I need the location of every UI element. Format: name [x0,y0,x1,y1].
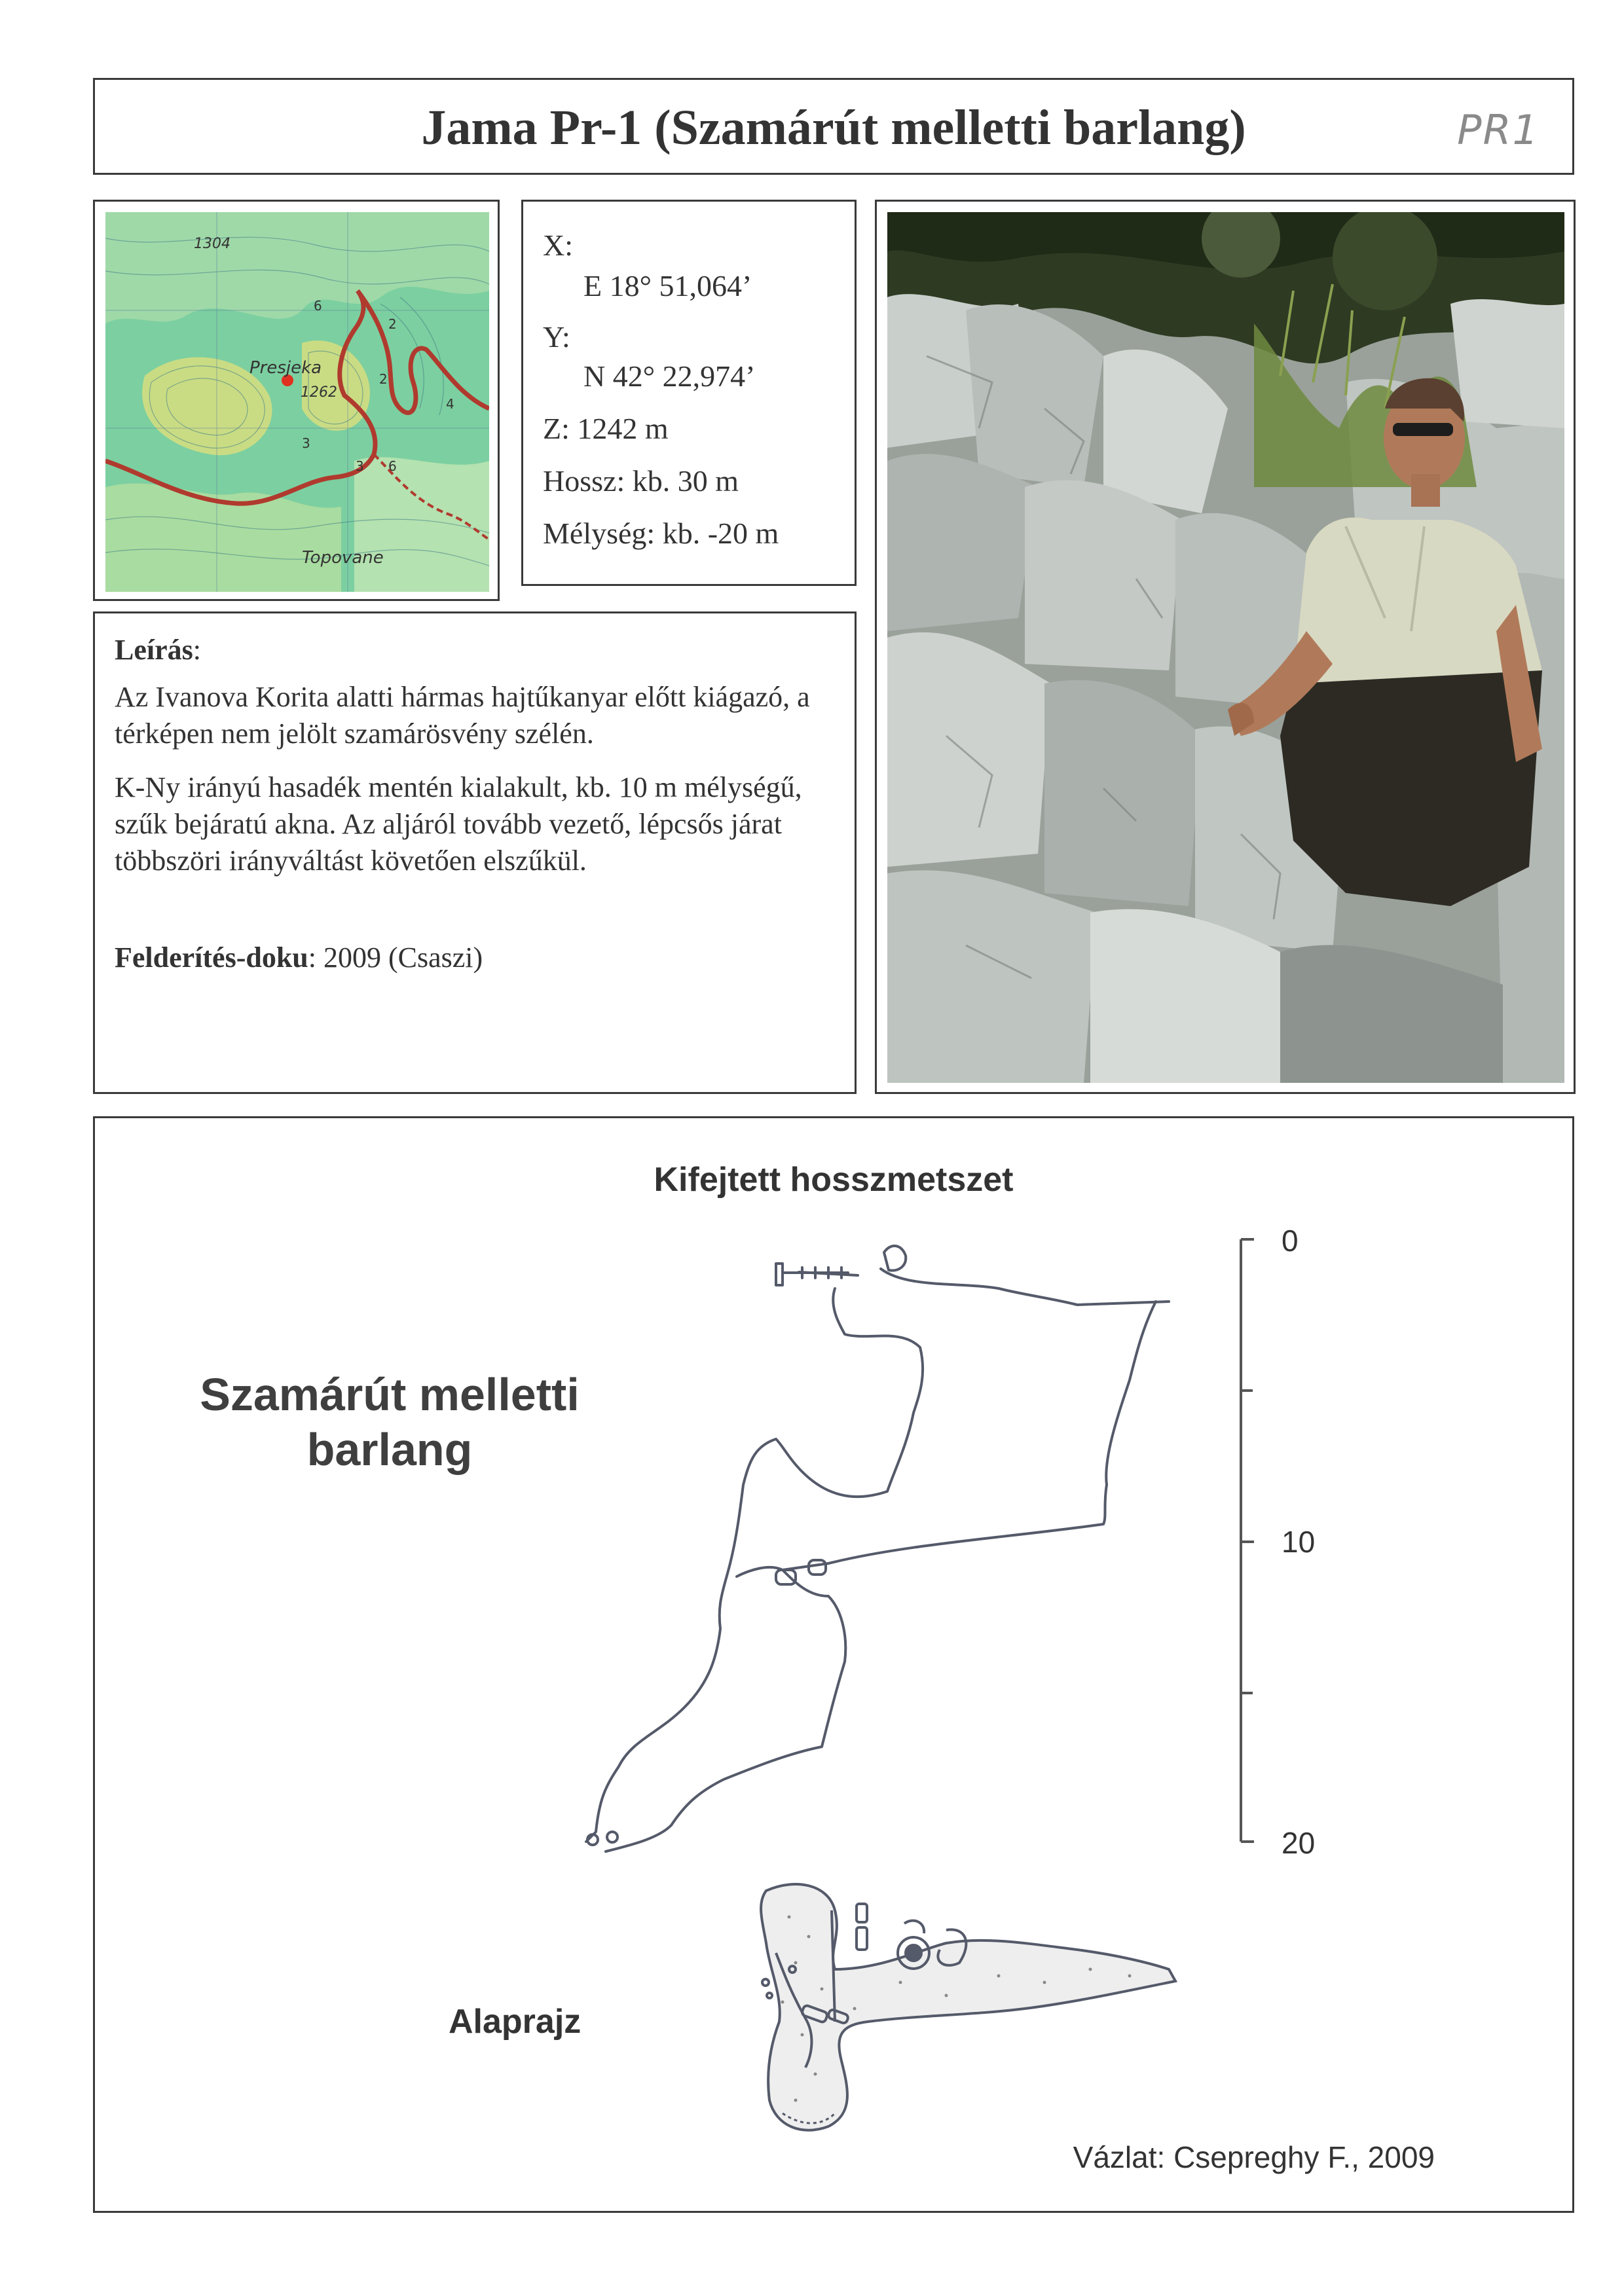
map-hairpin-label: 6 [388,458,397,474]
plan-label: Alaprajz [449,2003,581,2041]
y-value: N 42° 22,974’ [583,359,756,393]
map-label-1262: 1262 [301,384,337,401]
map-label-1304: 1304 [194,236,231,252]
map-hairpin-label: 2 [379,371,388,387]
title-box [93,78,1574,175]
plan-view [761,1884,1175,2130]
description-label: Leírás [115,634,193,666]
description-box [93,611,857,1094]
handwritten-code: PR1 [1457,106,1540,154]
description-paragraph-2: K-Ny irányú hasadék mentén kialakult, kb. 10 m mélységű, szűk bejáratú akna. Az aljáról tovább vezető, lépcsős járat többszöri irányváltást követően elszűkül. [115,771,802,877]
discovery-line [115,939,835,976]
location-map-box [93,200,500,601]
location-map [105,212,489,592]
profile-outline [586,1269,1169,1851]
map-label-topovane: Topovane [302,548,384,568]
x-label: X: [543,228,573,262]
altitude: Z: 1242 m [543,412,669,445]
page-title: Jama Pr-1 (Szamárút melletti barlang) [421,100,1246,155]
discovery-label: Felderítés-doku [115,941,308,974]
scale-label-0: 0 [1282,1224,1299,1258]
map-hairpin-label: 3 [356,458,364,474]
description-label-colon: : [193,634,201,666]
scale-label-10: 10 [1282,1525,1316,1559]
map-hairpin-label: 3 [302,435,310,451]
scale-label-20: 20 [1282,1826,1316,1860]
depth-scale [1241,1239,1254,1842]
cave-entrance-photo-box [875,200,1576,1094]
cave-depth: Mélység: kb. -20 m [543,517,779,550]
section-title: Kifejtett hosszmetszet [654,1161,1014,1199]
description-heading [115,632,835,668]
map-hairpin-label: 4 [446,396,454,412]
y-label: Y: [543,320,570,354]
cave-survey-drawing [95,1118,1572,2211]
cave-sketch-box [93,1116,1574,2213]
coordinates-box [521,200,857,586]
entrance-rock [884,1246,906,1271]
cave-name-label: Szamárút melletti barlang [200,1369,580,1475]
map-hairpin-label: 6 [314,298,322,314]
map-label-presjeka: Presjeka [249,358,322,378]
cave-entrance-photo [887,212,1564,1083]
x-value: E 18° 51,064’ [583,269,752,302]
profile-boulder [809,1560,826,1575]
description-paragraph-1: Az Ivanova Korita alatti hármas hajtűkanyar előtt kiágazó, a térképen nem jelölt szamárösvény szélén. [115,681,810,750]
sketch-credit: Vázlat: Csepreghy F., 2009 [1073,2140,1435,2174]
map-hairpin-label: 2 [388,316,397,332]
cave-length: Hossz: kb. 30 m [543,464,739,498]
discovery-value: : 2009 (Csaszi) [308,941,483,974]
